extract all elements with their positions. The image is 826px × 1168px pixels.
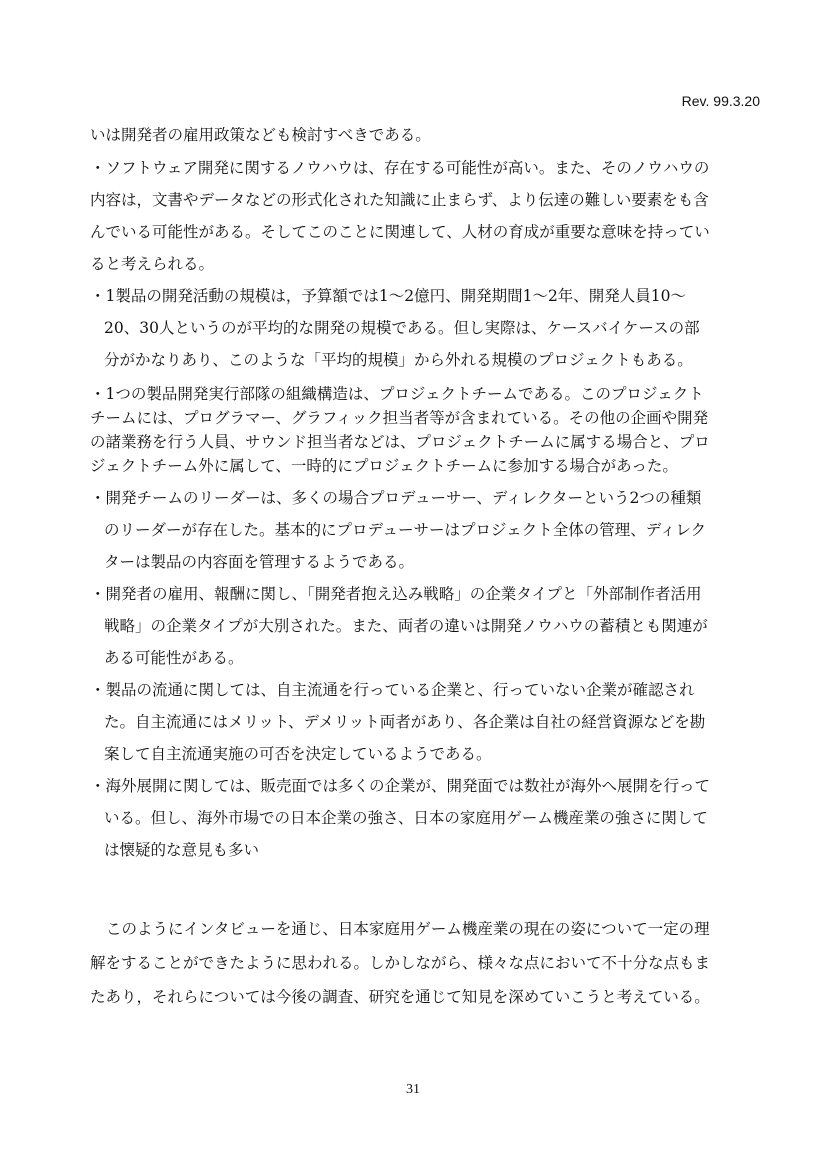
text-line: このようにインタビューを通じ、日本家庭用ゲーム機産業の現在の姿について一定の理: [106, 920, 710, 938]
text-line: いは開発者の雇用政策なども検討すべきである。: [90, 126, 431, 144]
bullet-item-scale: [90, 280, 762, 376]
text-line: のリーダーが存在した。基本的にプロデューサーはプロジェクト全体の管理、ディレク: [104, 521, 707, 539]
text-line: ジェクトチーム外に属して、一時的にプロジェクトチームに参加する場合があった。: [90, 457, 678, 475]
revision-label: Rev. 99.3.20: [681, 93, 760, 109]
text-line: んでいる可能性がある。そしてこのことに関連して、人材の育成が重要な意味を持ってい: [90, 223, 710, 241]
text-line: ・1製品の開発活動の規模は，予算額では1～2億円、開発期間1～2年、開発人員10～: [90, 287, 687, 305]
text-line: ・海外展開に関しては、販売面では多くの企業が、開発面では数社が海外へ展開を行って: [90, 777, 711, 795]
page-number: 31: [406, 1082, 420, 1097]
text-line: ターは製品の内容面を管理するようである。: [104, 553, 415, 571]
text-line: チームには、プログラマー、グラフィック担当者等が含まれている。その他の企画や開発: [90, 409, 709, 427]
bullet-item-employment: [90, 578, 762, 674]
text-line: の諸業務を行う人員、サウンド担当者などは、プロジェクトチームに属する場合と、プロ: [90, 433, 710, 451]
text-line: は懐疑的な意見も多い: [104, 841, 260, 859]
text-line: ・開発チームのリーダーは、多くの場合プロデューサー、ディレクターという2つの種類: [90, 489, 702, 507]
text-line: 20、30人というのが平均的な開発の規模である。但し実際は、ケースバイケースの部: [104, 319, 700, 337]
bullet-item-leader: [90, 482, 762, 578]
text-line: ると考えられる。: [90, 255, 215, 273]
text-line: 解をすることができたように思われる。しかしながら、様々な点において不十分な点もま: [90, 954, 711, 972]
intro-paragraph: [90, 118, 762, 152]
text-line: 分がかなりあり、このような「平均的規模」から外れる規模のプロジェクトもある。: [104, 351, 693, 369]
text-line: ある可能性がある。: [104, 649, 244, 667]
bullet-item-overseas: [90, 770, 762, 866]
text-line: ・1つの製品開発実行部隊の組織構造は、プロジェクトチームである。このプロジェクト: [90, 385, 704, 403]
text-line: 戦略」の企業タイプが大別された。また、両者の違いは開発ノウハウの蓄積とも関連が: [104, 617, 708, 635]
closing-paragraph: [90, 912, 762, 1014]
text-line: いる。但し、海外市場での日本企業の強さ、日本の家庭用ゲーム機産業の強さに関して: [104, 809, 708, 827]
text-line: た。自主流通にはメリット、デメリット両者があり、各企業は自社の経営資源などを勘: [104, 713, 706, 731]
text-line: 案して自主流通実施の可否を決定しているようである。: [104, 745, 492, 763]
text-line: ・開発者の雇用、報酬に関し、「開発者抱え込み戦略」の企業タイプと「外部制作者活用: [90, 585, 702, 603]
text-line: 内容は，文書やデータなどの形式化された知識に止まらず、より伝達の難しい要素をも含: [90, 191, 709, 209]
document-body: [90, 118, 762, 1014]
text-line: ・製品の流通に関しては、自主流通を行っている企業と、行っていない企業が確認され: [90, 681, 695, 699]
text-line: たあり，それらについては今後の調査、研究を通じて知見を深めていこうと考えている。: [90, 988, 710, 1006]
bullet-item-distribution: [90, 674, 762, 770]
text-line: ・ソフトウェア開発に関するノウハウは、存在する可能性が高い。また、そのノウハウの: [90, 159, 710, 177]
bullet-item-organization: [90, 382, 762, 478]
bullet-item-knowhow: [90, 152, 762, 280]
